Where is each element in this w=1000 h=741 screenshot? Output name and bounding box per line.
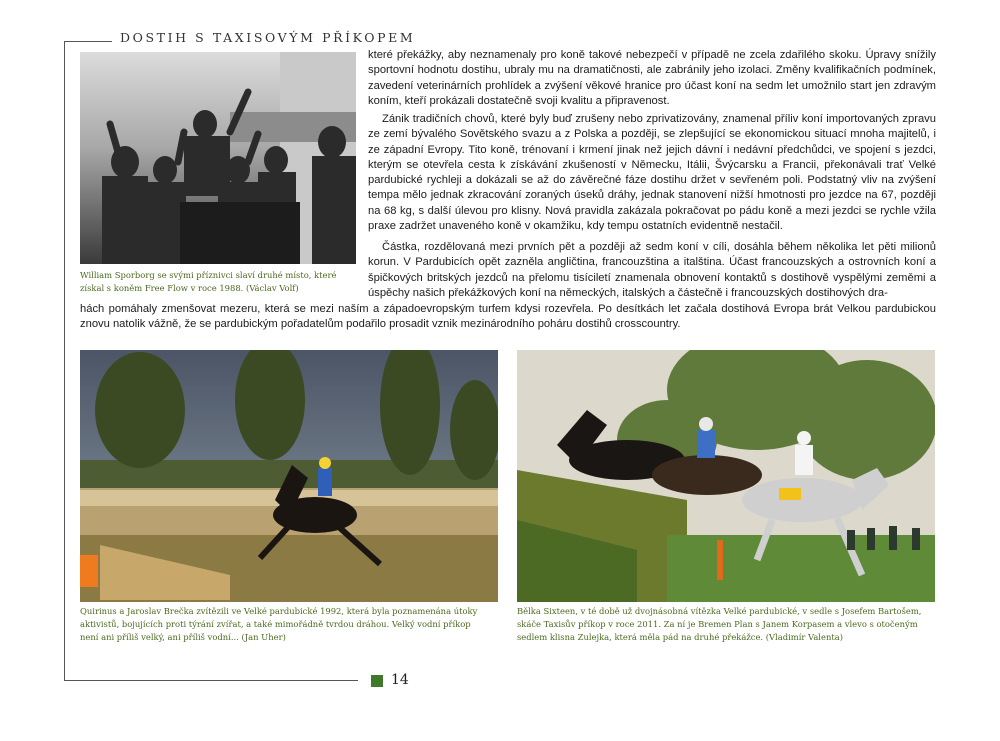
caption-bottom-right: Bělka Sixteen, v té době už dvojnásobná vítězka Velké pardubické, v sedle s Josefem Bartošem, skáče Taxisův příkop v roce 2011. Za ní je Bremen Plan s Janem Korpasem a vlevo s otočeným sedlem klisna Zulejka, která měla pád na druhé překážce. (Vladimír Valenta) <box>517 606 922 642</box>
page-number-marker <box>371 675 383 687</box>
frame-line-bottom <box>64 680 358 681</box>
paragraph-3-end: hách pomáhaly zmenšovat mezeru, která se mezi naším a západoevropským turfem kdysi rozevřela. Po desítkách let začala dostihová Evropa brát Velkou pardubickou znovu natolik vážně, že se pardubickým pořadatelům podařilo prosadit vznik mezinárodního poháru dostihů crosscountry. <box>80 303 936 331</box>
paragraph-1: které překážky, aby neznamenaly pro koně takové nebezpečí v případě ne zcela zdařilého skoku. Úpravy snížily sportovní hodnotu dostihu, ubraly mu na dramatičnosti, ale zabránily jeho izolaci. Změny kvalifikačních podmínek, zavedení veterinárních prohlídek a zvýšení věkové hranice pro účast koní na sedm let umožnilo start jen zdravým koním, kteří prokázali dostatečně svoji kvalitu a připravenost. <box>368 49 936 107</box>
photo-celebration <box>80 52 356 264</box>
caption-top-left: William Sporborg se svými příznivci slaví druhé místo, které získal s koněm Free Flow v roce 1988. (Václav Volf) <box>80 270 337 293</box>
frame-line-top <box>64 41 112 42</box>
photo-water-jump <box>80 350 498 602</box>
photo-taxis-ditch <box>517 350 935 602</box>
running-head: DOSTIH S TAXISOVÝM PŘÍKOPEM <box>120 30 416 45</box>
frame-line-left <box>64 41 65 681</box>
paragraph-2: Zánik tradičních chovů, které byly buď zrušeny nebo zprivatizovány, znamenal příliv koní importovaných zpravu ze zemí bývalého Sovětského svazu a z Polska a později, se zlepšující se ekonomickou situací mnoha majitelů, i ze západní Evropy. Tito koně, trénovaní i krmení jinak než jejich dávní i nedávní předchůdci, ve spojení s jezdci, kterým se otevřela cesta k získávání zkušeností v Německu, Itálii, Švýcarsku a Francii, překonávali trať Velké pardubické rychleji a dokázali se až do závěrečné fáze dostihu držet v sevřeném poli. Podstatný vliv na zvýšení tempa mělo jednak zkracování zoraných úseků dráhy, jednak stanovení nižší hmotnosti pro jezdce na 67, později na 68 kg, s další úlevou pro klisny. Nová pravidla zakázala pokračovat po pádu koně a mezi jezdci se rychle vžila praxe zadržet unaveného koně v okamžiku, kdy tempu ostatních evidentně nestačil. <box>368 113 936 233</box>
page-number: 14 <box>391 672 409 688</box>
caption-bottom-left: Quirinus a Jaroslav Brečka zvítězili ve Velké pardubické 1992, která byla poznamenána útoky aktivistů, bojujících proti týrání zvířat, a také mimořádně tvrdou dráhou. Velký vodní příkop není ani příliš velký, ani příliš vodní... (Jan Uher) <box>80 606 478 642</box>
paragraph-3-start: Částka, rozdělovaná mezi prvních pět a později až sedm koní v cíli, dosáhla během několika let pěti milionů korun. V Pardubicích opět zazněla angličtina, francouzština a italština. Účast francouzských a ostrovních koní a špičkových britských jezdců na přelomu tisíciletí znamenala obnovení kontaktů s dostihově vyspělými zeměmi a úspěchy našich překážkových koní na německých, italských a částečně i francouzských dostihových dra- <box>368 241 936 299</box>
